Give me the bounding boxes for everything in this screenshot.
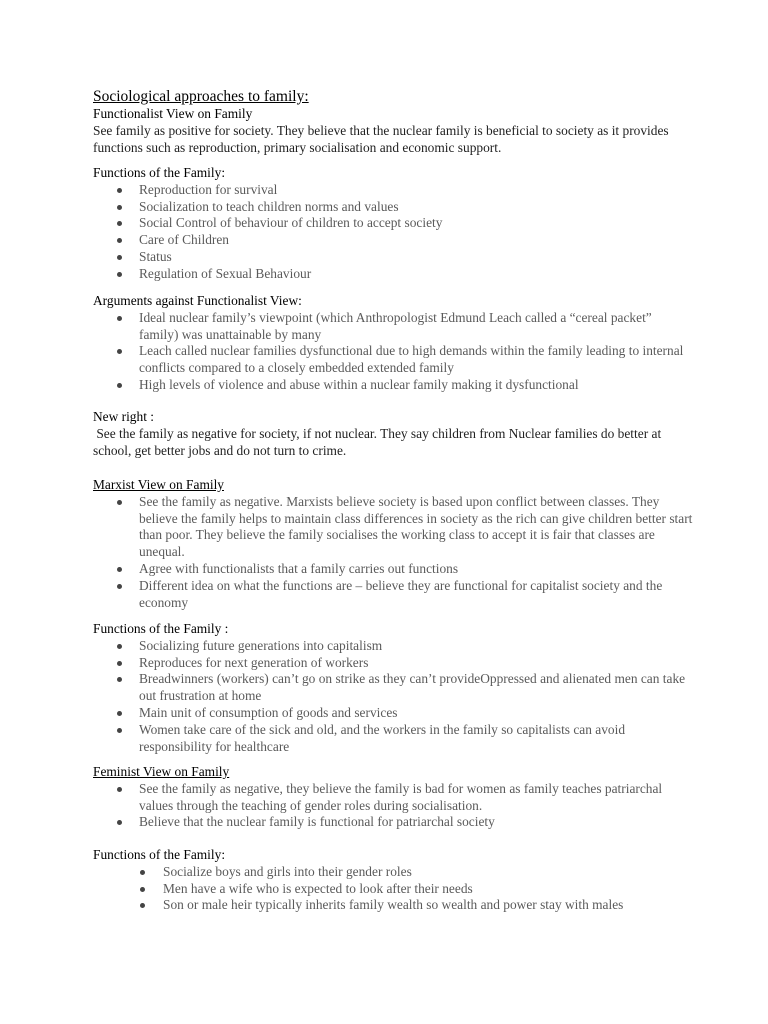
feminist-points-list xyxy=(93,781,693,831)
list-item: Care of Children xyxy=(93,232,693,249)
list-item: Main unit of consumption of goods and services xyxy=(93,705,693,722)
bullet-icon xyxy=(117,205,122,210)
bullet-icon xyxy=(117,221,122,226)
bullet-icon xyxy=(140,887,145,892)
bullet-icon xyxy=(117,500,122,505)
feminist-section xyxy=(93,764,693,831)
bullet-icon xyxy=(117,316,122,321)
list-item: Reproduction for survival xyxy=(93,182,693,199)
list-item: Believe that the nuclear family is functional for patriarchal society xyxy=(93,814,693,831)
new-right-text: See the family as negative for society, if not nuclear. They say children from Nuclear families do better at school, get better jobs and do not turn to crime. xyxy=(93,425,665,458)
functionalist-functions-block xyxy=(93,165,693,283)
bullet-icon xyxy=(117,255,122,260)
document-title: Sociological approaches to family: xyxy=(93,88,309,105)
list-item: Status xyxy=(93,249,693,266)
bullet-icon xyxy=(117,820,122,825)
functionalist-functions-heading: Functions of the Family: xyxy=(93,165,226,180)
bullet-icon xyxy=(117,711,122,716)
functionalist-heading: Functionalist View on Family xyxy=(93,106,253,121)
arguments-list xyxy=(93,310,693,394)
list-item: Socialization to teach children norms and values xyxy=(93,199,693,216)
list-item: Son or male heir typically inherits family wealth so wealth and power stay with males xyxy=(93,897,693,914)
marxist-section xyxy=(93,477,693,611)
bullet-icon xyxy=(117,677,122,682)
list-item: Leach called nuclear families dysfunctional due to high demands within the family leading to internal conflicts compared to a closely embedded extended family xyxy=(93,343,693,377)
list-item: See the family as negative. Marxists believe society is based upon conflict between classes. They believe the family helps to maintain class differences in society as the rich can give children better start than poor. They believe the family socialises the working class to accept it is fair that classes are unequal. xyxy=(93,494,693,561)
marxist-heading: Marxist View on Family xyxy=(93,477,224,492)
bullet-icon xyxy=(117,188,122,193)
list-item: Regulation of Sexual Behaviour xyxy=(93,266,693,283)
functionalist-functions-list xyxy=(93,182,693,283)
feminist-functions-heading: Functions of the Family: xyxy=(93,847,226,862)
list-item: Agree with functionalists that a family carries out functions xyxy=(93,561,693,578)
feminist-heading: Feminist View on Family xyxy=(93,764,230,779)
list-item: High levels of violence and abuse within a nuclear family making it dysfunctional xyxy=(93,377,693,394)
bullet-icon xyxy=(117,661,122,666)
marxist-points-list xyxy=(93,494,693,612)
list-item: Socializing future generations into capitalism xyxy=(93,638,693,655)
feminist-functions-block xyxy=(93,847,693,914)
bullet-icon xyxy=(117,272,122,277)
arguments-heading: Arguments against Functionalist View: xyxy=(93,293,302,308)
new-right-heading: New right : xyxy=(93,409,154,424)
bullet-icon xyxy=(140,870,145,875)
functionalist-section xyxy=(93,106,693,156)
bullet-icon xyxy=(117,787,122,792)
list-item: See the family as negative, they believe the family is bad for women as family teaches patriarchal values through the teaching of gender roles during socialisation. xyxy=(93,781,693,815)
bullet-icon xyxy=(117,238,122,243)
list-item: Ideal nuclear family’s viewpoint (which Anthropologist Edmund Leach called a “cereal packet” family) was unattainable by many xyxy=(93,310,693,344)
bullet-icon xyxy=(117,567,122,572)
list-item: Socialize boys and girls into their gender roles xyxy=(93,864,693,881)
bullet-icon xyxy=(117,728,122,733)
functionalist-arguments-block xyxy=(93,293,693,394)
bullet-icon xyxy=(117,584,122,589)
bullet-icon xyxy=(117,383,122,388)
marxist-functions-list xyxy=(93,638,693,756)
marxist-functions-block xyxy=(93,621,693,755)
list-item: Different idea on what the functions are – believe they are functional for capitalist society and the economy xyxy=(93,578,693,612)
bullet-icon xyxy=(140,903,145,908)
feminist-functions-list xyxy=(93,864,693,914)
functionalist-intro: See family as positive for society. They believe that the nuclear family is beneficial to society as it provides functions such as reproduction, primary socialisation and economic support. xyxy=(93,122,669,155)
list-item: Reproduces for next generation of workers xyxy=(93,655,693,672)
list-item: Women take care of the sick and old, and the workers in the family so capitalists can avoid responsibility for healthcare xyxy=(93,722,693,756)
list-item: Social Control of behaviour of children to accept society xyxy=(93,215,693,232)
bullet-icon xyxy=(117,349,122,354)
list-item: Men have a wife who is expected to look after their needs xyxy=(93,881,693,898)
bullet-icon xyxy=(117,644,122,649)
list-item: Breadwinners (workers) can’t go on strike as they can’t provideOppressed and alienated men can take out frustration at home xyxy=(93,671,693,705)
marxist-functions-heading: Functions of the Family : xyxy=(93,621,229,636)
new-right-section xyxy=(93,409,693,459)
